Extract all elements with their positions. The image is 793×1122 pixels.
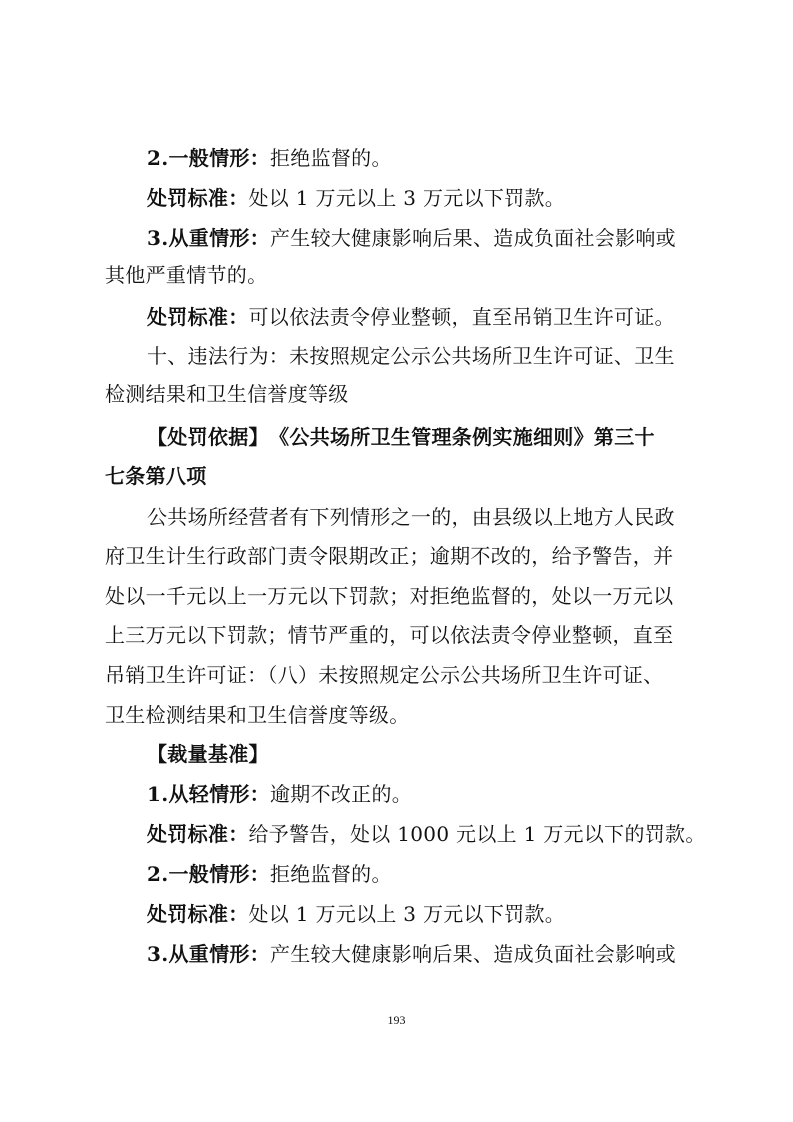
bold-run: 处罚标准： [147, 186, 249, 210]
text-run: 检测结果和卫生信誉度等级 [105, 382, 349, 406]
bold-run: 2.一般情形： [147, 146, 270, 170]
bold-run: 处罚标准： [147, 822, 249, 846]
text-line [105, 623, 673, 647]
text-line [147, 344, 675, 368]
text-run: 产生较大健康影响后果、造成负面社会影响或 [269, 942, 676, 966]
text-line [105, 703, 410, 727]
text-line [147, 146, 392, 170]
text-run: 拒绝监督的。 [269, 862, 392, 886]
text-line [147, 942, 676, 966]
text-line [105, 584, 673, 608]
text-line [147, 226, 676, 250]
text-line [147, 822, 706, 846]
text-run: 公共场所经营者有下列情形之一的，由县级以上地方人民政 [147, 505, 675, 529]
text-line [147, 902, 565, 926]
text-run: 处以 1 万元以上 3 万元以下罚款。 [248, 186, 566, 210]
text-line [105, 544, 673, 568]
text-run: 产生较大健康影响后果、造成负面社会影响或 [269, 226, 676, 250]
text-run: 府卫生计生行政部门责令限期改正；逾期不改的，给予警告，并 [105, 544, 674, 568]
text-run: 处以 1 万元以上 3 万元以下罚款。 [248, 902, 566, 926]
text-line [147, 782, 412, 806]
text-run: 给予警告，处以 1000 元以上 1 万元以下的罚款。 [248, 822, 706, 846]
bold-run: 3.从重情形： [147, 942, 270, 966]
text-line [147, 862, 392, 886]
text-run: 其他严重情节的。 [105, 263, 268, 287]
text-run: 卫生检测结果和卫生信誉度等级。 [105, 703, 410, 727]
text-line [147, 305, 675, 329]
bold-run: 【处罚依据】 《公共场所卫生管理条例实施细则》第三十 [147, 425, 655, 449]
bold-run: 3.从重情形： [147, 226, 270, 250]
text-run: 逾期不改正的。 [269, 782, 413, 806]
text-line [105, 263, 267, 287]
text-run: 拒绝监督的。 [269, 146, 392, 170]
bold-run: 【裁量基准】 [147, 742, 269, 766]
bold-run: 处罚标准： [147, 305, 249, 329]
text-line [147, 425, 655, 449]
text-run: 十、违法行为：未按照规定公示公共场所卫生许可证、卫生 [147, 344, 675, 368]
text-line [105, 464, 207, 488]
bold-run: 处罚标准： [147, 902, 249, 926]
text-run: 可以依法责令停业整顿，直至吊销卫生许可证。 [248, 305, 675, 329]
bold-run: 七条第八项 [105, 464, 207, 488]
text-run: 吊销卫生许可证：（八）未按照规定公示公共场所卫生许可证、 [105, 663, 664, 687]
text-run: 处以一千元以上一万元以下罚款；对拒绝监督的，处以一万元以 [105, 584, 674, 608]
text-run: 上三万元以下罚款；情节严重的，可以依法责令停业整顿，直至 [105, 623, 674, 647]
bold-run: 1.从轻情形： [147, 782, 270, 806]
text-line [147, 742, 269, 766]
text-line [105, 663, 663, 687]
text-line [105, 382, 349, 406]
text-line [147, 505, 675, 529]
bold-run: 2.一般情形： [147, 862, 270, 886]
page-number: 193 [387, 1013, 406, 1027]
text-line [147, 186, 565, 210]
